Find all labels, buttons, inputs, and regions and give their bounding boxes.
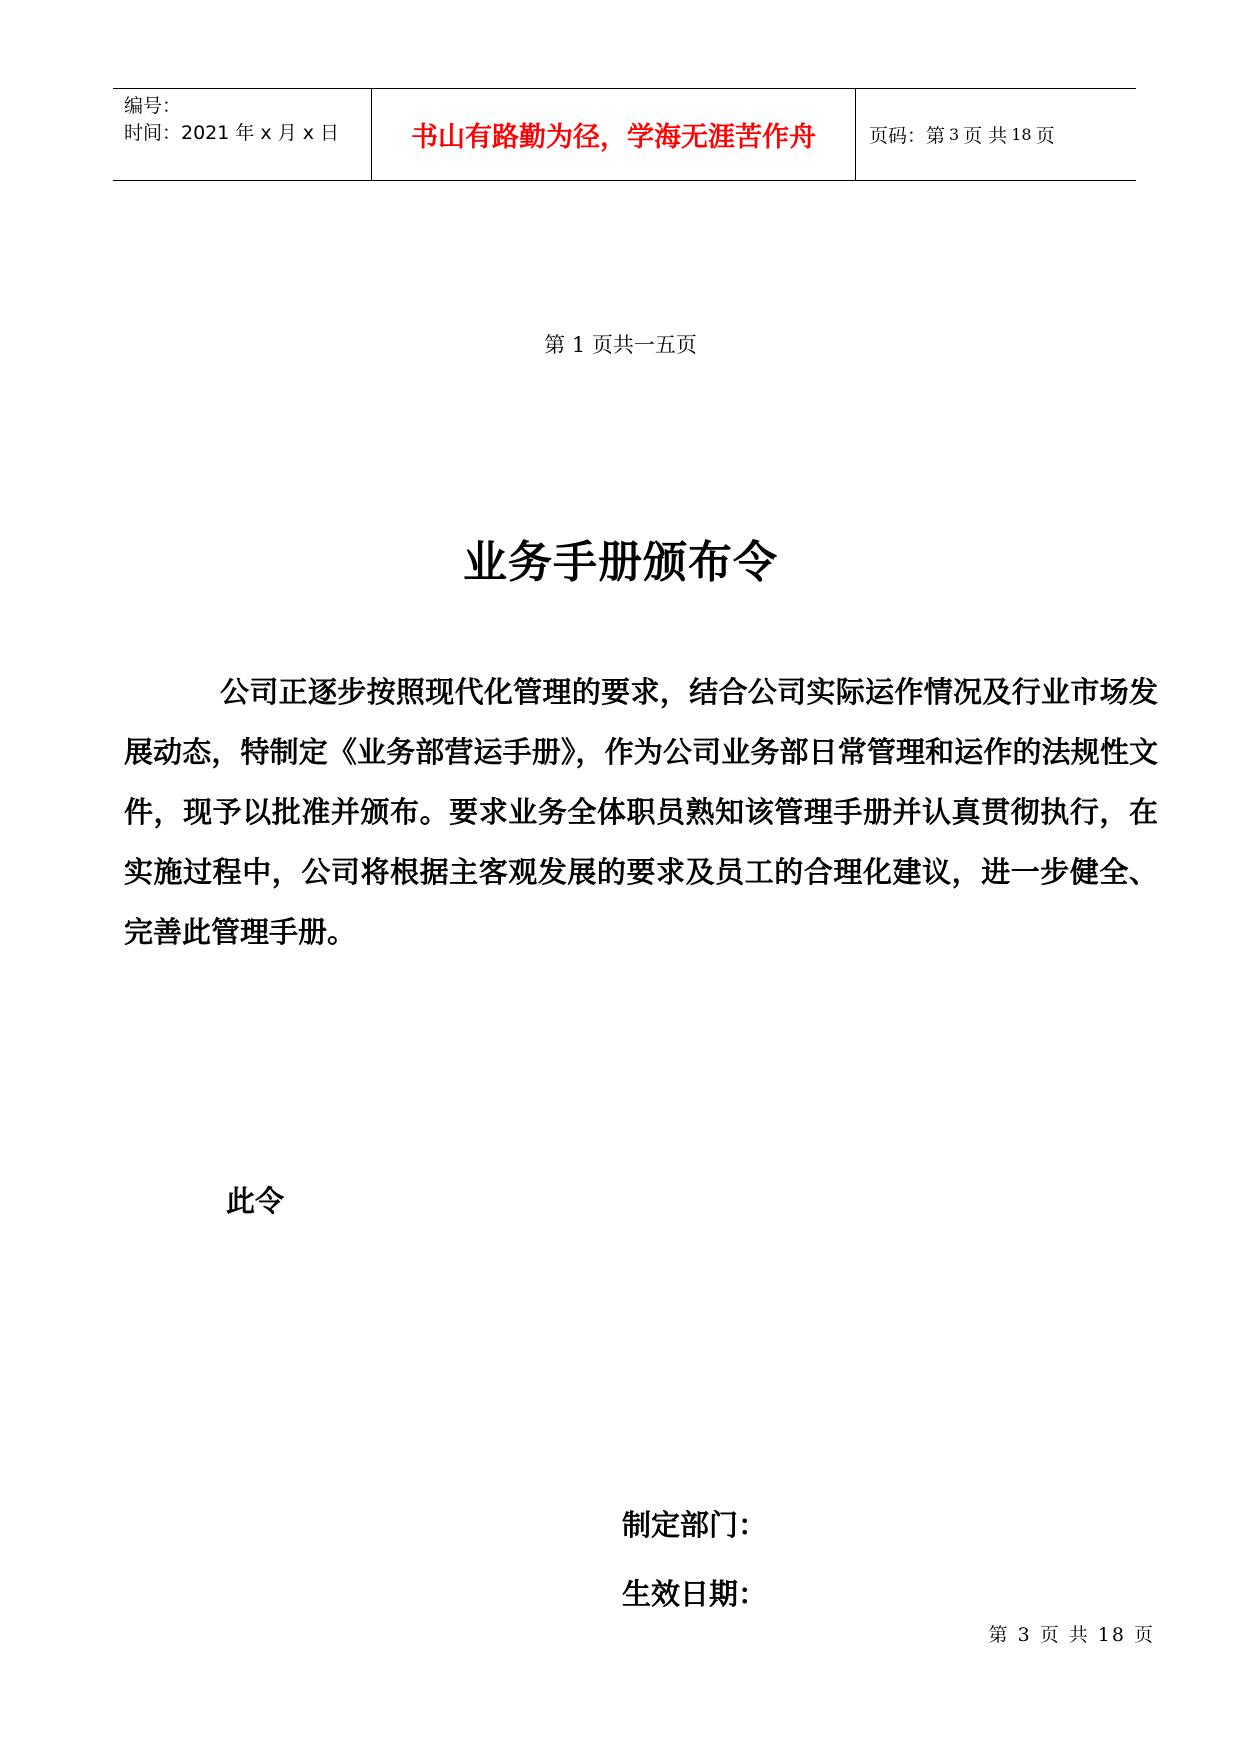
page-mid: 页 共 [963, 125, 1008, 147]
page-prefix: 页码：第 [869, 125, 946, 147]
department-label: 制定部门： [622, 1508, 768, 1542]
page-total: 18 [1011, 125, 1032, 144]
header-motto-cell [372, 89, 856, 180]
body-paragraph: 公司正逐步按照现代化管理的要求，结合公司实际运作情况及行业市场发展动态，特制定《业务部营运手册》，作为公司业务部日常管理和运作的法规性文件，现予以批准并颁布。要求业务全体职员熟知该管理手册并认真贯彻执行，在实施过程中，公司将根据主客观发展的要求及员工的合理化建议，进一步健全、完善此管理手册。 [124, 675, 1158, 949]
header-table [113, 88, 1136, 181]
order-closing: 此令 [226, 1184, 285, 1218]
effective-date-label: 生效日期： [622, 1577, 768, 1611]
page-count-line: 第 1 页共一五页 [544, 333, 697, 357]
header-page-cell [856, 89, 1136, 180]
motto: 书山有路勤为径，学海无涯苦作舟 [411, 122, 816, 153]
document-title: 业务手册颁布令 [463, 537, 778, 588]
page-footer: 第 3 页 共 18 页 [988, 1624, 1155, 1646]
time-label: 时间：2021 年 x 月 x 日 [124, 122, 340, 144]
serial-label: 编号： [124, 95, 182, 117]
page-suffix: 页 [1035, 125, 1055, 147]
header-left-cell [113, 89, 372, 180]
page-current: 3 [949, 125, 960, 144]
